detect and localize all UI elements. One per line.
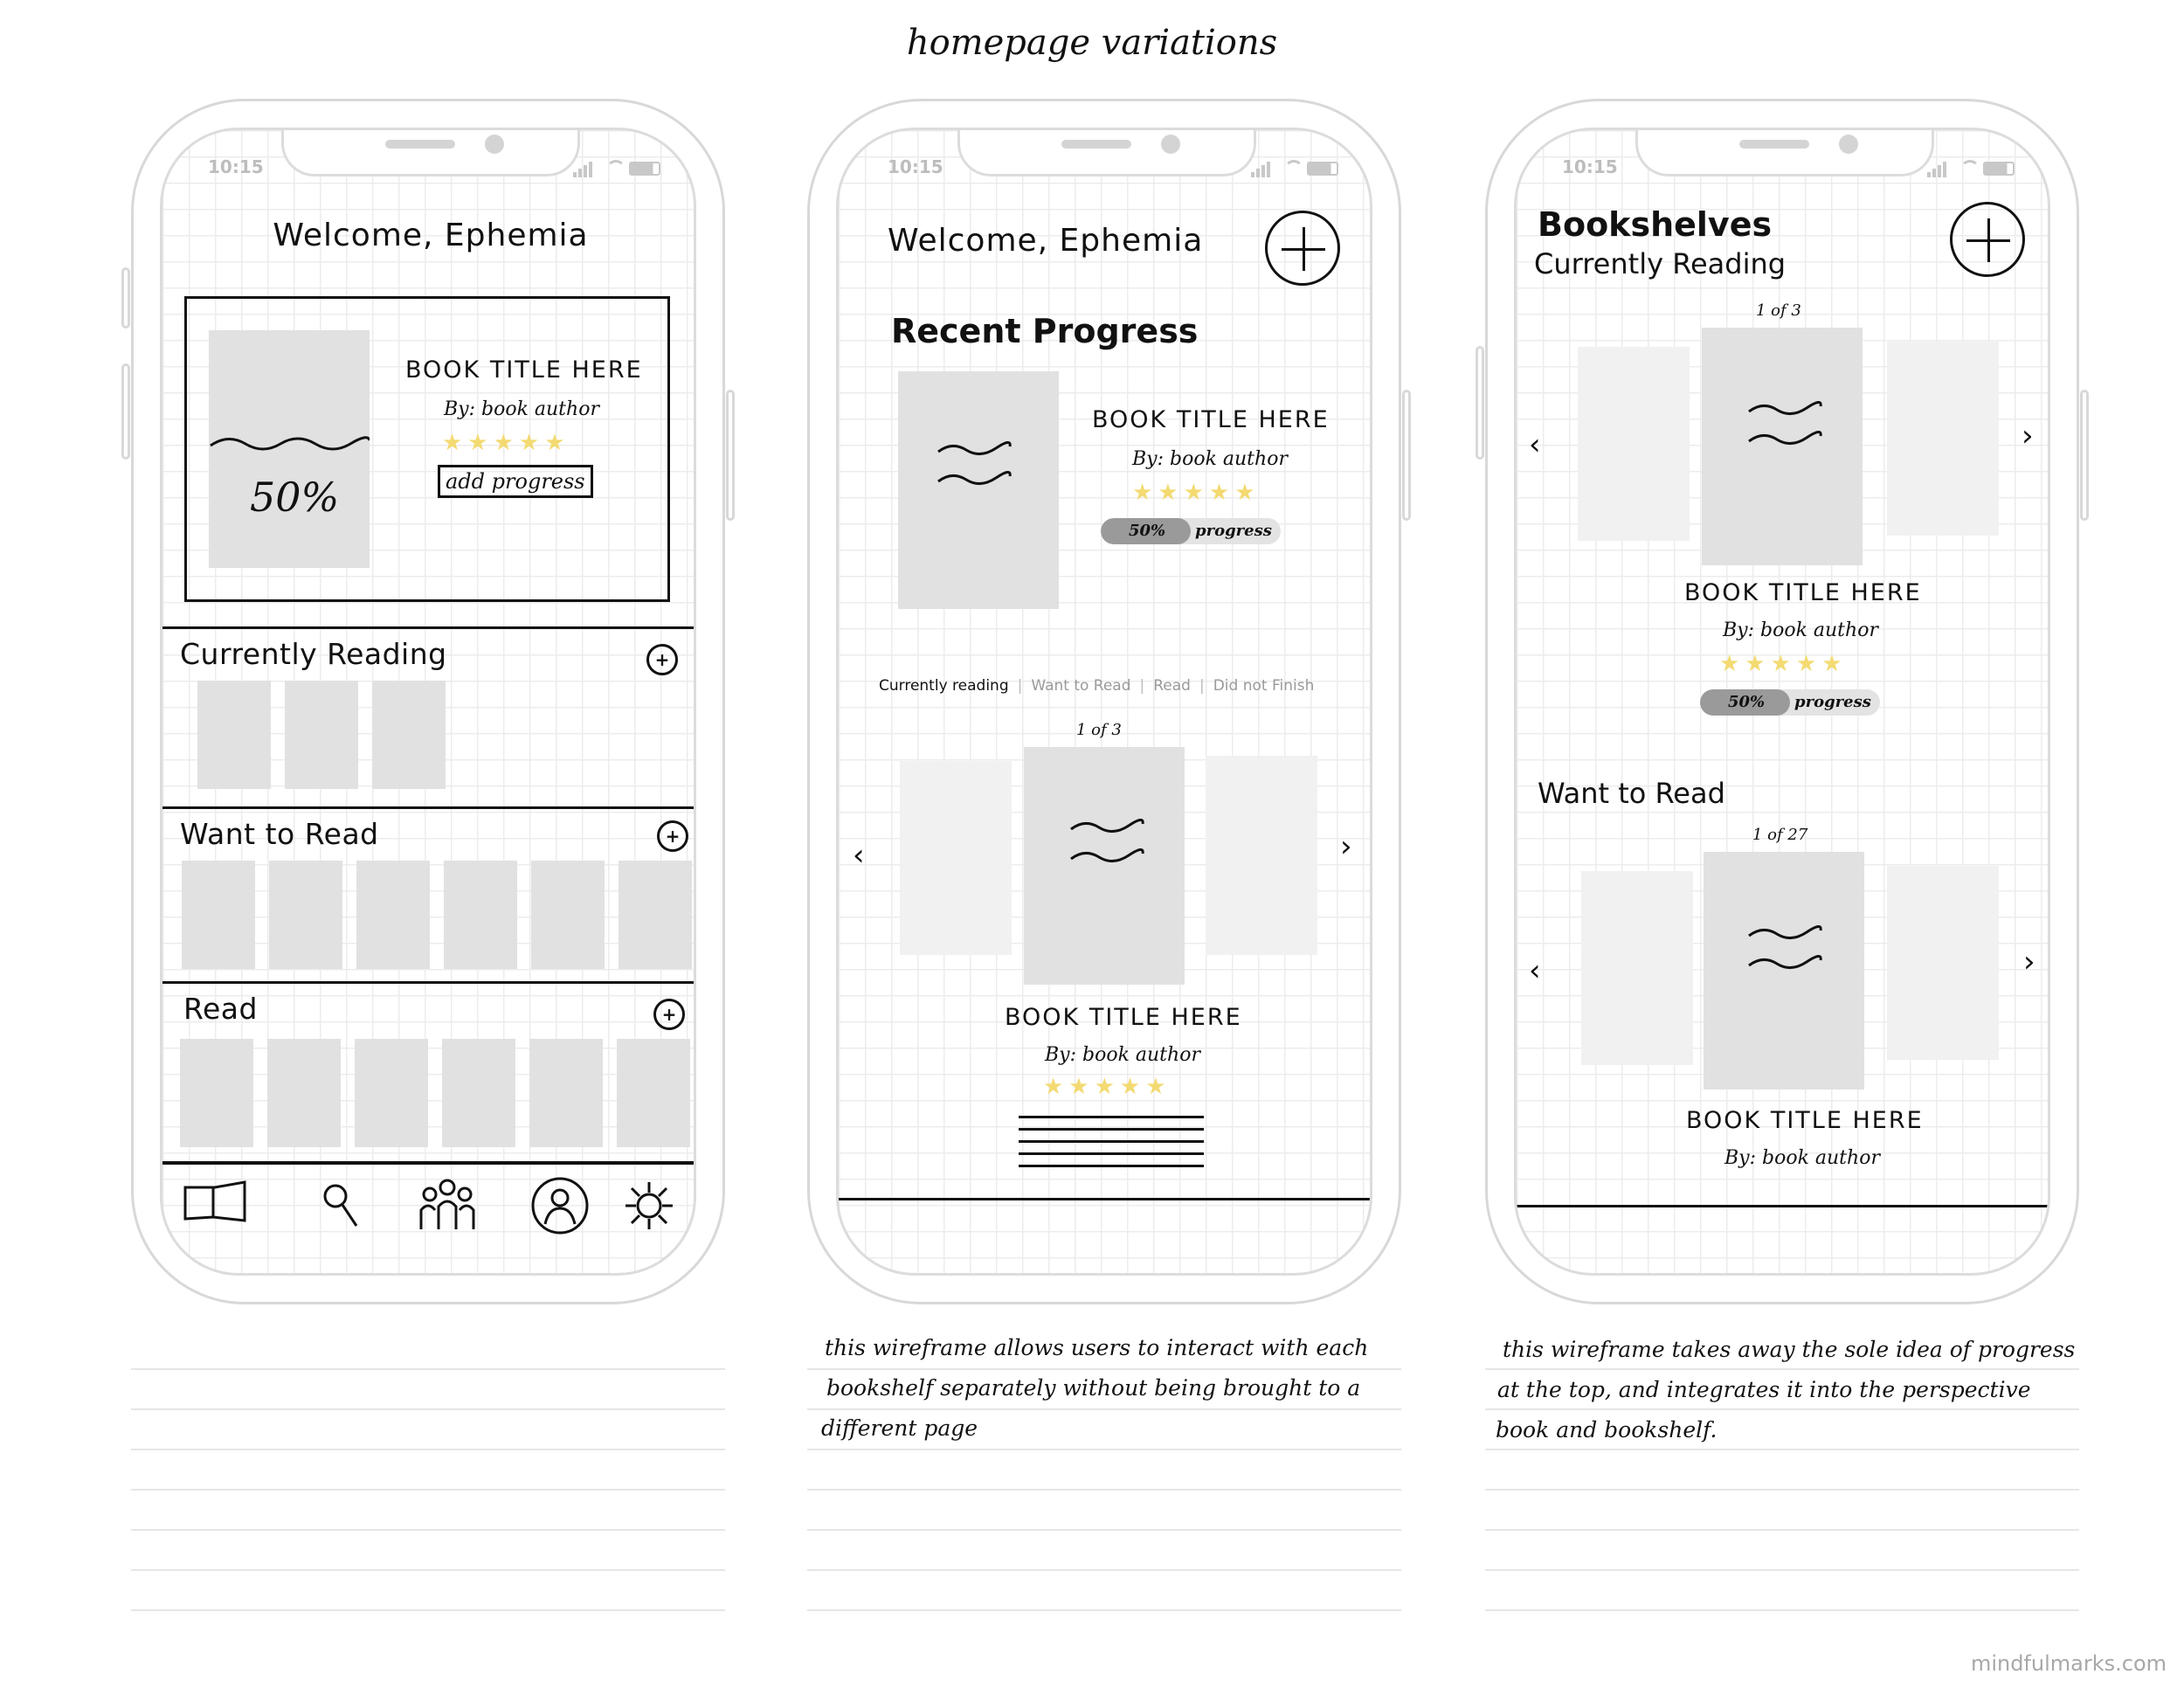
- camera: [485, 135, 504, 154]
- carousel-prev-button[interactable]: ‹: [1529, 953, 1541, 988]
- book-thumbnail[interactable]: [372, 681, 446, 789]
- book-thumbnail[interactable]: [267, 1039, 341, 1147]
- note-line-text: this wireframe allows users to interact with each: [825, 1335, 1369, 1360]
- tab-separator: |: [1139, 677, 1145, 695]
- camera: [1839, 135, 1858, 154]
- profile-icon[interactable]: [529, 1175, 591, 1236]
- search-icon[interactable]: [321, 1182, 362, 1231]
- add-book-button[interactable]: [1265, 211, 1340, 286]
- page-title: homepage variations: [906, 23, 1278, 63]
- bottom-nav-divider: [162, 1161, 696, 1165]
- note-line: [131, 1529, 725, 1531]
- progress-pill: [1700, 689, 1880, 716]
- status-time: 10:15: [1562, 156, 1618, 177]
- note-line: [807, 1449, 1401, 1450]
- book-cover-next[interactable]: [1206, 756, 1317, 955]
- tab-want-to-read[interactable]: Want to Read: [1031, 677, 1131, 695]
- carousel-next-button[interactable]: ›: [2022, 419, 2034, 453]
- book-title: BOOK TITLE HERE: [405, 356, 643, 384]
- book-thumbnail[interactable]: [619, 861, 692, 969]
- add-book-button[interactable]: [1950, 202, 2025, 277]
- book-title: BOOK TITLE HERE: [1684, 579, 1922, 606]
- book-author: By: book author: [1724, 1147, 1880, 1169]
- divider: [162, 981, 696, 984]
- note-line: [131, 1368, 725, 1370]
- note-line: [131, 1449, 725, 1450]
- divider: [162, 626, 696, 629]
- book-thumbnail[interactable]: [285, 681, 358, 789]
- note-line-text: at the top, and integrates it into the perspective: [1497, 1377, 2031, 1402]
- book-thumbnail[interactable]: [617, 1039, 690, 1147]
- side-button: [121, 267, 130, 329]
- signal-icon: [1261, 165, 1265, 177]
- signal-icon: [1943, 162, 1946, 177]
- side-button: [121, 363, 130, 460]
- wifi-icon: [1960, 160, 1980, 174]
- section-label-currently-reading: Currently Reading: [180, 637, 447, 671]
- signal-icon: [573, 172, 577, 177]
- book-thumbnail[interactable]: [355, 1039, 428, 1147]
- status-icons: [1927, 160, 2015, 177]
- want-to-read-label: Want to Read: [1538, 777, 1725, 810]
- tab-read[interactable]: Read: [1153, 677, 1191, 695]
- status-time: 10:15: [208, 156, 264, 177]
- battery-icon: [1307, 162, 1338, 176]
- rating-stars: ★★★★★: [1719, 651, 1848, 677]
- progress-label: progress: [1195, 522, 1272, 540]
- book-thumbnail[interactable]: [531, 861, 605, 969]
- notch: [1635, 128, 1934, 176]
- phone-frame-3: [1485, 99, 2079, 1304]
- speaker: [1739, 140, 1809, 149]
- book-title: BOOK TITLE HERE: [1005, 1004, 1242, 1031]
- signal-icon: [589, 162, 592, 177]
- tab-separator: |: [1017, 677, 1023, 695]
- book-thumbnail[interactable]: [356, 861, 430, 969]
- notes-area-2: [807, 1328, 1401, 1616]
- carousel-prev-button[interactable]: ‹: [853, 838, 865, 873]
- tab-separator: |: [1199, 677, 1205, 695]
- phone-screen-1: [160, 128, 696, 1276]
- phone-frame-2: [807, 99, 1401, 1304]
- text-line: [1019, 1140, 1204, 1143]
- side-button: [1476, 346, 1484, 460]
- add-progress-button[interactable]: add progress: [438, 465, 593, 498]
- welcome-heading: Welcome, Ephemia: [273, 218, 589, 253]
- note-line: [131, 1489, 725, 1491]
- note-line: [807, 1489, 1401, 1491]
- note-line: [807, 1609, 1401, 1611]
- book-cover-previous[interactable]: [1581, 871, 1693, 1065]
- divider: [162, 806, 696, 809]
- section-label-want-to-read: Want to Read: [180, 817, 379, 851]
- status-icons: [573, 160, 660, 177]
- book-author: By: book author: [444, 398, 599, 420]
- signal-icon: [1267, 162, 1270, 177]
- wifi-icon: [1284, 160, 1303, 174]
- notes-area-1: [131, 1328, 725, 1616]
- rating-stars: ★★★★★: [1132, 480, 1261, 506]
- shelf-tabs: [879, 677, 1314, 695]
- bookshelves-heading: Bookshelves: [1538, 205, 1773, 244]
- text-line: [1019, 1152, 1204, 1155]
- carousel-prev-button[interactable]: ‹: [1529, 427, 1541, 462]
- note-line-text: different page: [821, 1415, 978, 1441]
- note-line: [131, 1609, 725, 1611]
- battery-icon: [1983, 162, 2015, 176]
- side-button: [726, 390, 735, 521]
- carousel-counter: 1 of 3: [1076, 721, 1122, 739]
- book-thumbnail[interactable]: [182, 861, 255, 969]
- carousel-counter: 1 of 3: [1756, 301, 1801, 320]
- description-lines: [1019, 1116, 1204, 1168]
- tab-currently-reading[interactable]: Currently reading: [879, 677, 1009, 695]
- phone-screen-3: [1514, 128, 2050, 1276]
- note-line: [1485, 1529, 2079, 1531]
- signal-icon: [1938, 165, 1941, 177]
- book-title: BOOK TITLE HERE: [1092, 406, 1330, 433]
- squiggle-icon: [1745, 396, 1824, 457]
- carousel-counter: 1 of 27: [1752, 826, 1808, 844]
- note-line-text: this wireframe takes away the sole idea of progress: [1503, 1337, 2076, 1362]
- note-line: [1485, 1489, 2079, 1491]
- book-thumbnail[interactable]: [197, 681, 271, 789]
- note-line-text: bookshelf separately without being brought to a: [826, 1375, 1361, 1401]
- settings-icon[interactable]: [622, 1179, 676, 1233]
- add-read-button[interactable]: +: [653, 999, 685, 1030]
- squiggle-icon: [209, 430, 370, 456]
- signal-icon: [578, 169, 582, 177]
- note-line: [1485, 1569, 2079, 1571]
- book-thumbnail[interactable]: [442, 1039, 515, 1147]
- signal-icon: [1932, 169, 1936, 177]
- camera: [1161, 135, 1180, 154]
- book-cover-previous[interactable]: [900, 761, 1012, 955]
- notes-area-3: [1485, 1328, 2079, 1616]
- squiggle-icon: [1068, 813, 1146, 875]
- currently-reading-label: Currently Reading: [1534, 247, 1787, 280]
- progress-percentage: 50%: [1728, 693, 1766, 711]
- section-label-read: Read: [183, 992, 258, 1026]
- progress-percentage: 50%: [250, 474, 340, 521]
- status-icons: [1251, 160, 1338, 177]
- add-currently-reading-button[interactable]: +: [646, 644, 678, 675]
- rating-stars: ★★★★★: [442, 430, 570, 456]
- book-thumbnail[interactable]: [529, 1039, 603, 1147]
- book-thumbnail[interactable]: [269, 861, 342, 969]
- note-line: [807, 1569, 1401, 1571]
- book-cover-next[interactable]: [1887, 866, 1999, 1060]
- note-line: [1485, 1609, 2079, 1611]
- book-author: By: book author: [1723, 619, 1878, 641]
- progress-percentage: 50%: [1129, 522, 1166, 540]
- book-title: BOOK TITLE HERE: [1686, 1107, 1924, 1134]
- bottom-divider: [839, 1198, 1372, 1200]
- rating-stars: ★★★★★: [1043, 1074, 1171, 1100]
- text-line: [1019, 1128, 1204, 1131]
- squiggle-icon: [935, 436, 1013, 497]
- text-line: [1019, 1165, 1204, 1167]
- note-line: [807, 1529, 1401, 1531]
- signal-icon: [1256, 169, 1260, 177]
- carousel-next-button[interactable]: ›: [1340, 829, 1352, 864]
- phone-screen-2: [836, 128, 1372, 1276]
- book-author: By: book author: [1045, 1044, 1200, 1066]
- text-line: [1019, 1116, 1204, 1118]
- notch: [957, 128, 1256, 176]
- carousel-next-button[interactable]: ›: [2023, 944, 2035, 979]
- featured-book-card[interactable]: [184, 296, 670, 602]
- side-button: [1402, 390, 1411, 521]
- tab-did-not-finish[interactable]: Did not Finish: [1213, 677, 1315, 695]
- speaker: [385, 140, 455, 149]
- watermark: mindfulmarks.com: [1970, 1651, 2167, 1676]
- notch: [281, 128, 580, 176]
- wifi-icon: [606, 160, 625, 174]
- progress-label: progress: [1794, 693, 1871, 711]
- note-line: [131, 1408, 725, 1410]
- book-thumbnail[interactable]: [444, 861, 517, 969]
- welcome-heading: Welcome, Ephemia: [888, 223, 1204, 259]
- community-icon[interactable]: [416, 1177, 479, 1231]
- signal-icon: [1927, 172, 1931, 177]
- book-author: By: book author: [1132, 448, 1288, 470]
- side-button: [2080, 390, 2089, 521]
- note-line-text: book and bookshelf.: [1496, 1417, 1717, 1442]
- status-time: 10:15: [888, 156, 943, 177]
- signal-icon: [584, 165, 587, 177]
- signal-icon: [1251, 172, 1254, 177]
- squiggle-icon: [1745, 920, 1824, 981]
- progress-pill: [1101, 518, 1281, 544]
- book-icon[interactable]: [182, 1175, 248, 1224]
- speaker: [1061, 140, 1131, 149]
- book-cover-previous[interactable]: [1578, 347, 1690, 541]
- bottom-divider: [1517, 1205, 2050, 1207]
- add-want-to-read-button[interactable]: +: [657, 820, 688, 852]
- phone-frame-1: [131, 99, 725, 1304]
- book-cover-next[interactable]: [1887, 342, 1999, 536]
- book-thumbnail[interactable]: [180, 1039, 253, 1147]
- battery-icon: [629, 162, 660, 176]
- note-line: [131, 1569, 725, 1571]
- recent-progress-heading: Recent Progress: [891, 312, 1199, 350]
